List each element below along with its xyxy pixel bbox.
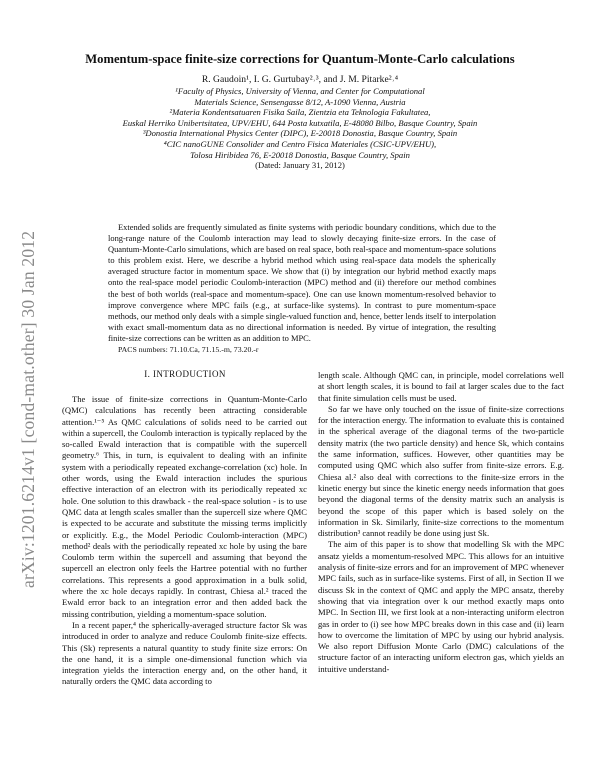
paragraph: So far we have only touched on the issue of finite-size corrections for the interaction energy. The information to evaluate this is contained in the spherical average of the diagonal terms of the two-particle density matrix (the two particle density) and hence Sk, which contains the same information, suffices. However, other quantities may be computed using QMC which also suffer from finite-size errors. E.g. Chiesa al.² also deal with corrections to the finite-size errors in the kinetic energy but since the kinetic energy needs information that goes beyond the diagonal terms of the density matrix such an analysis is beyond the scope of this paper which is based solely on the information in Sk. Similarly, finite-size corrections to the momentum distribution³ cannot readily be done using just Sk. [318,403,564,539]
paragraph: The issue of finite-size corrections in Quantum-Monte-Carlo (QMC) calculations has recently been attracting considerable attention.¹⁻⁵ As QMC calculations of solids need to be carried out within a supercell, the Coulomb interaction is typically replaced by the so-called Ewald interaction that is compatible with the supercell geometry.⁶ This, in turn, is equivalent to dealing with an infinite system with a periodically repeated exchange-correlation (xc) hole. In other words, using the Ewald interaction includes the spurious effective interaction of an electron with its periodically repeated xc hole. One solution to this drawback - the real-space solution - is to use QMC data at length scales smaller than the supercell size where QMC is expected to be accurate and substitute the missing terms implicitly or explicitly. E.g., the Model Periodic Coulomb-interaction (MPC) method² deals with the periodically repeated xc hole by using the bare Coulomb term within the supercell and assuming that beyond the supercell an electron only feels the Hartree potential with no further correlations. This represents a good approximation in a bulk solid, where the xc hole decays rapidly. In contrast, Chiesa al.² traced the Ewald error back to an integration error and then added back the missing contribution, yielding a momentum-space solution. [62,394,307,619]
abstract [108,222,496,344]
paragraph: length scale. Although QMC can, in principle, model correlations well at short length scales, it is bound to fail at larger scales due to the fact that finite simulation cells must be used. [318,370,564,403]
paragraph: In a recent paper,⁴ the spherically-averaged structure factor Sk was introduced in order to analyze and reduce Coulomb finite-size effects. This (Sk) represents a natural quantity to study finite size errors: On the one hand, it is a simple one-dimensional function which via integration yields the interaction energy and, on the other hand, it naturally orders the QMC data according to [62,619,307,687]
affiliation-line: ²Materia Kondentsatuaren Fisika Saila, Zientzia eta Teknologia Fakultatea, [169,107,431,118]
paper-title: Momentum-space finite-size corrections for Quantum-Monte-Carlo calculations [85,52,515,66]
author-list: R. Gaudoin¹, I. G. Gurtubay²˒³, and J. M. Pitarke²˒⁴ [201,74,399,85]
date-line: (Dated: January 31, 2012) [255,160,345,171]
left-column [62,394,307,688]
section-heading-introduction: I. INTRODUCTION [144,369,226,379]
pacs-numbers: PACS numbers: 71.10.Ca, 71.15.-m, 73.20.-r [118,345,259,354]
affiliation-line: Tolosa Hiribidea 76, E-20018 Donostia, Basque Country, Spain [190,149,410,160]
affiliation-line: Materials Science, Sensengasse 8/12, A-1090 Vienna, Austria [194,96,406,107]
arxiv-stamp [0,178,36,588]
arxiv-identifier: arXiv:1201.6214v1 [cond-mat.other] 30 Jan 2012 [18,230,38,588]
affiliation-line: ¹Faculty of Physics, University of Vienna, and Center for Computational [175,86,425,96]
right-column [318,370,564,675]
affiliations [60,86,540,171]
paragraph: The aim of this paper is to show that modelling Sk with the MPC ansatz yields a momentum-resolved MPC. This allows for an intuitive analysis of finite-size errors and for an improvement of MPC whenever MPC fails, such as in surface-like systems. First of all, in Section II we discuss Sk in the context of QMC and apply the MPC ansatz, thereby showing that via integration over k our method exactly maps onto MPC. In Section III, we first look at a non-interacting uniform electron gas in order to (i) see how MPC breaks down in this case and (ii) learn how to overcome the limitation of MPC by using our hybrid analysis. We also report Diffusion Monte Carlo (DMC) calculations of the structure factor of an interacting uniform electron gas, which yields an intuitive understand- [318,539,564,674]
affiliation-line: Euskal Herriko Unibertsitatea, UPV/EHU, 644 Posta kutxatila, E-48080 Bilbo, Basque Country, Spain [122,117,478,128]
affiliation-line: ³Donostia International Physics Center (DIPC), E-20018 Donostia, Basque Country, Spain [142,128,458,139]
abstract-text: Extended solids are frequently simulated as finite systems with periodic boundary conditions, which due to the long-range nature of the Coulomb interaction may lead to slowly decaying finite-size errors. In the case of Quantum-Monte-Carlo simulations, which are based on real space, both real-space and momentum-space solutions to this problem exist. Here, we describe a hybrid method which using real-space data models the spherically averaged structure factor in momentum space. We show that (i) by integration our hybrid method exactly maps onto the real-space model periodic Coulomb-interaction (MPC) method and (ii) therefore our method combines the best of both worlds (real-space and momentum-space). One can use known momentum-resolved behavior to improve convergence where MPC fails (e.g., at surface-like systems). In contrast to pure momentum-space methods, our method only deals with a simple single-valued function and, hence, better lends itself to interpolation with exact small-momentum data as no directional information is needed. By virtue of integration, the resulting finite-size corrections can be written as an addition to MPC. [108,222,497,343]
affiliation-line: ⁴CIC nanoGUNE Consolider and Centro Fisica Materiales (CSIC-UPV/EHU), [163,138,437,149]
